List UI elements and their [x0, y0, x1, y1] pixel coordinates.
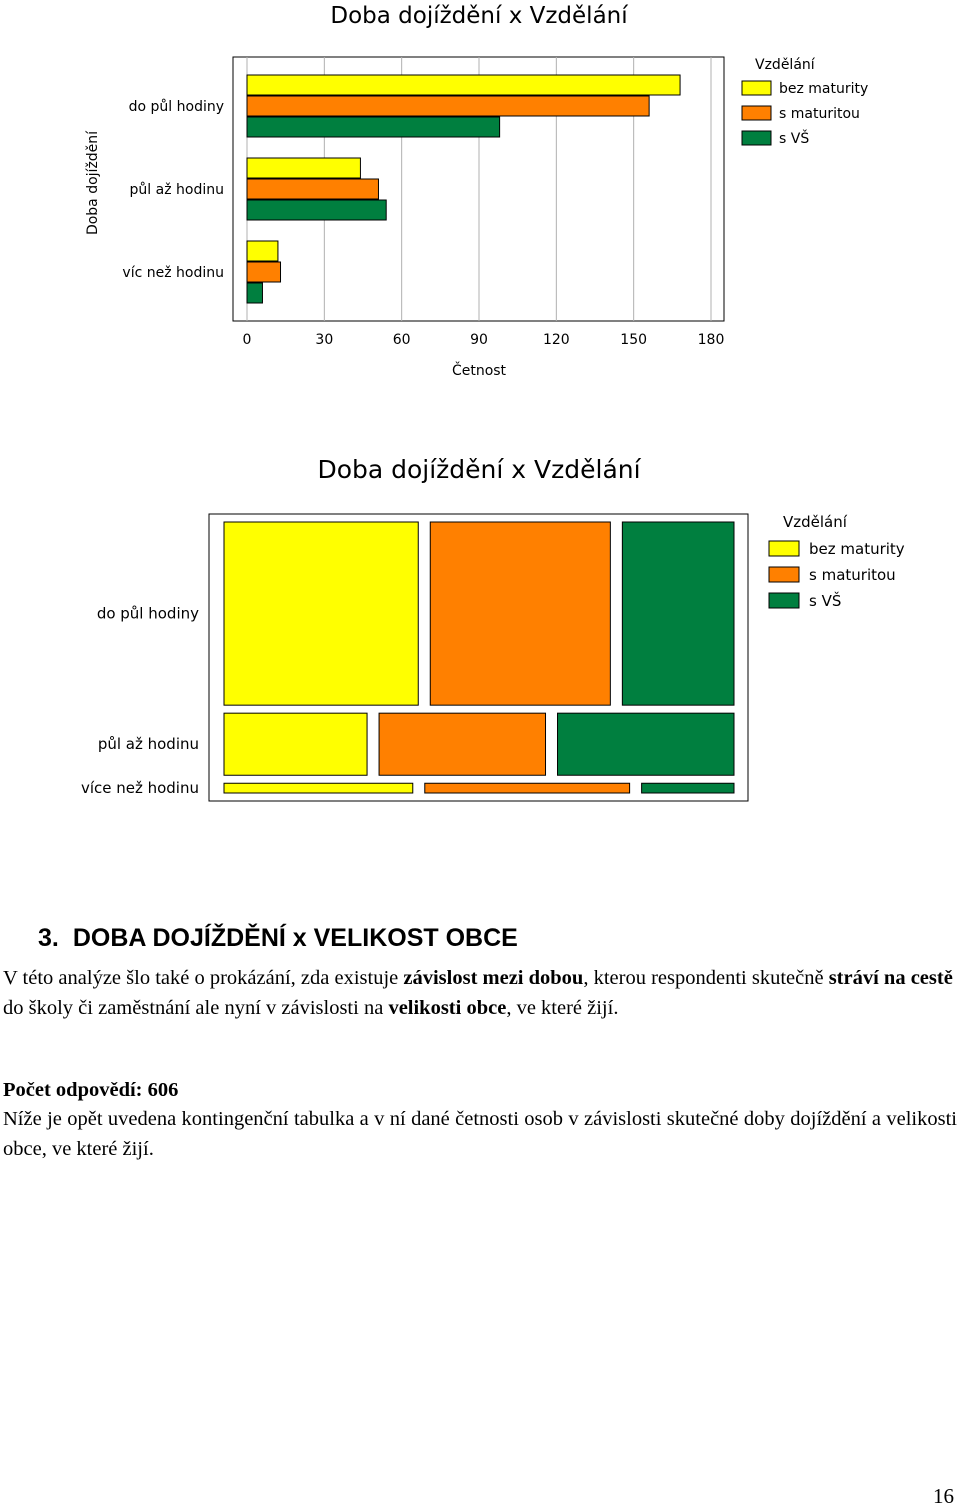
- intro-bold-1: závislost mezi dobou: [403, 967, 584, 989]
- bar-y-axis-label: Doba dojíždění: [85, 130, 101, 236]
- mosaic-cell: [430, 522, 610, 705]
- table-intro-paragraph: Níže je opět uvedena kontingenční tabulka a v ní dané četnosti osob v závislosti skutečné doby dojíždění a velikosti obce, ve které žijí.: [3, 1108, 957, 1160]
- bar-legend-label: s maturitou: [779, 106, 860, 122]
- intro-text-1: V této analýze šlo také o prokázání, zda existuje: [3, 967, 404, 989]
- bar-x-tick-label: 60: [392, 332, 411, 348]
- bar-mark: [247, 241, 278, 261]
- bar-x-tick-label: 30: [315, 332, 334, 348]
- bar-x-tick-label: 150: [620, 332, 648, 348]
- mosaic-legend: [769, 540, 905, 610]
- bar-chart: [0, 0, 960, 400]
- mosaic-row-label: do půl hodiny: [96, 604, 199, 623]
- bar-mark: [247, 117, 500, 137]
- mosaic-chart-title: Doba dojíždění x Vzdělání: [317, 455, 641, 484]
- bar-x-ticks: [243, 332, 725, 348]
- bar-category-label: do půl hodiny: [128, 99, 224, 115]
- bar-legend-swatch: [742, 131, 771, 145]
- bar-legend-title: Vzdělání: [755, 57, 815, 73]
- bar-legend-label: s VŠ: [779, 131, 810, 147]
- mosaic-row-label: více než hodinu: [80, 779, 199, 798]
- mosaic-cell: [224, 713, 367, 775]
- mosaic-cell: [558, 713, 734, 775]
- page-number: 16: [933, 1484, 954, 1508]
- bar-mark: [247, 158, 360, 178]
- intro-text-4: , ve které žijí.: [506, 997, 619, 1019]
- response-count: Počet odpovědí: 606: [3, 1079, 179, 1101]
- mosaic-legend-label: bez maturity: [809, 540, 905, 558]
- mosaic-legend-title: Vzdělání: [783, 513, 847, 531]
- mosaic-cell: [224, 783, 413, 793]
- mosaic-legend-label: s maturitou: [809, 566, 896, 584]
- bar-x-tick-label: 0: [242, 332, 252, 348]
- mosaic-cell: [622, 522, 734, 705]
- section-number: 3.: [38, 924, 59, 952]
- bar-x-tick-label: 90: [470, 332, 488, 348]
- bar-mark: [247, 75, 680, 95]
- section-title: DOBA DOJÍŽDĚNÍ x VELIKOST OBCE: [72, 924, 518, 952]
- mosaic-cell: [425, 783, 630, 793]
- bar-legend: [742, 81, 868, 147]
- intro-bold-3: velikosti obce: [388, 997, 507, 1019]
- bar-x-tick-label: 120: [542, 332, 570, 348]
- mosaic-cell: [642, 783, 734, 793]
- bar-mark: [247, 179, 378, 199]
- bar-chart-title: Doba dojíždění x Vzdělání: [330, 3, 628, 29]
- mosaic-cell: [224, 522, 418, 705]
- mosaic-chart: [0, 445, 960, 815]
- mosaic-cells: [224, 522, 734, 793]
- intro-paragraph: [3, 963, 957, 1023]
- bar-x-axis-label: Četnost: [451, 363, 507, 379]
- mosaic-legend-label: s VŠ: [809, 592, 842, 610]
- intro-text-2: , kterou respondenti skutečně: [583, 967, 829, 989]
- bar-legend-swatch: [742, 106, 771, 120]
- mosaic-cell: [379, 713, 545, 775]
- bar-mark: [247, 283, 262, 303]
- mosaic-row-labels: [81, 605, 199, 798]
- mosaic-legend-swatch: [769, 593, 799, 608]
- bar-mark: [247, 96, 649, 116]
- intro-text-3: do školy či zaměstnání ale nyní v závislosti na: [3, 997, 389, 1019]
- mosaic-legend-swatch: [769, 567, 799, 582]
- mosaic-legend-swatch: [769, 541, 799, 556]
- bar-category-label: víc než hodinu: [122, 265, 224, 281]
- bar-mark: [247, 262, 281, 282]
- intro-bold-2: stráví na cestě: [828, 967, 953, 989]
- bar-category-labels: [122, 99, 224, 281]
- bar-mark: [247, 200, 386, 220]
- bar-x-tick-label: 180: [697, 332, 725, 348]
- bar-category-label: půl až hodinu: [129, 182, 224, 198]
- bar-legend-swatch: [742, 81, 771, 95]
- mosaic-row-label: půl až hodinu: [97, 735, 199, 754]
- section-heading: [38, 924, 518, 953]
- bar-legend-label: bez maturity: [779, 81, 869, 97]
